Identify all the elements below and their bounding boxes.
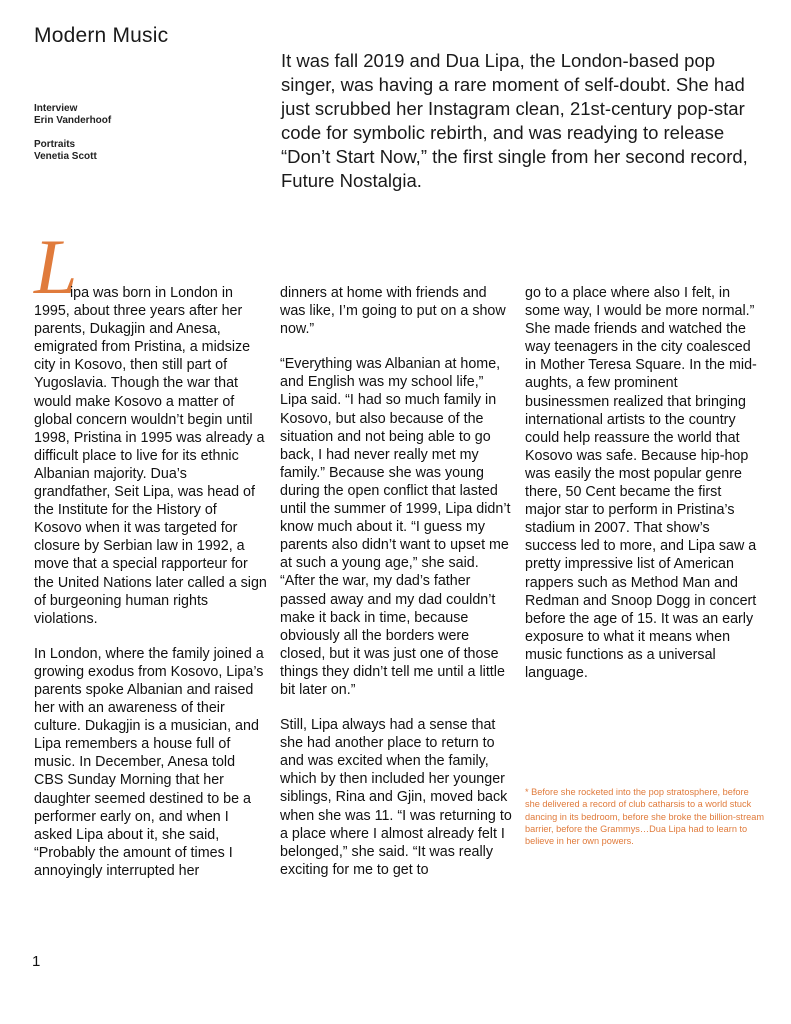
article-paragraph: dinners at home with friends and was like, I’m going to put on a show now.” [280, 285, 506, 338]
pull-quote-footnote: * Before she rocketed into the pop stratosphere, before she delivered a record of club catharsis to a world stuck dancing in its bedroom, before she broke the billion-stream barrier, before the Grammys…Dua Lipa had to learn to believe in her own powers. [525, 787, 765, 847]
credit-portraits-name: Venetia Scott [34, 151, 97, 162]
article-column-1 [34, 284, 267, 897]
lede-paragraph: It was fall 2019 and Dua Lipa, the London-based pop singer, was having a rare moment of self-doubt. She had just scrubbed her Instagram clean, 21st-century pop-star code for symbolic rebirth, and was readying to release “Don’t Start Now,” the first single from her second record, Future Nostalgia. [281, 50, 748, 191]
article-column-3 [525, 284, 758, 699]
article-paragraph-text: ipa was born in London in 1995, about three years after her parents, Dukagjin and Anesa, emigrated from Pristina, a midsize city in Kosovo, then still part of Yugoslavia. Though the war that would make Kosovo a matter of global concern wouldn’t begin until 1998, Pristina in 1995 was already a difficult place to live for its ethnic Albanian majority. Dua’s grandfather, Seit Lipa, was head of the Institute for the History of Kosovo when it was targeted for closure by Serbian law in 1992, a move that a special rapporteur for the United Nations later called a sign of burgeoning human rights violations. [34, 285, 267, 627]
credit-interview [34, 103, 111, 127]
article-paragraph: “Everything was Albanian at home, and English was my school life,” Lipa said. “I had so much family in Kosovo, but also because of the situation and not being able to go back, I had never really met my family.” Because she was young during the open conflict that lasted until the summer of 1999, Lipa didn’t know much about it. “I guess my parents also didn’t want to upset me at such a young age,” she said. “After the war, my dad’s father passed away and my dad couldn’t make it back in time, because obviously all the borders were closed, but it was just one of those things they didn’t tell me until a little bit later on.” [280, 356, 511, 698]
article-paragraph: go to a place where also I felt, in some way, I would be more normal.” She made friends and watched the way teenagers in the city coalesced in Mother Teresa Square. In the mid-aughts, a few prominent businessmen realized that bringing international artists to the country could help reassure the world that Kosovo was safe. Because hip-hop was easily the most popular genre there, 50 Cent became the first major star to perform in Pristina’s stadium in 2007. That show’s success led to more, and Lipa saw a pretty impressive list of American rappers such as Method Man and Redman and Snoop Dogg in concert before the age of 15. It was an early exposure to what it means when music functions as a universal language. [525, 285, 757, 681]
page-number: 1 [32, 953, 41, 970]
credit-interview-name: Erin Vanderhoof [34, 115, 112, 126]
section-title: Modern Music [34, 24, 169, 47]
credits [34, 103, 111, 175]
article-paragraph [34, 284, 267, 628]
drop-cap: L [34, 223, 78, 310]
credit-portraits [34, 139, 111, 163]
article-paragraph: In London, where the family joined a growing exodus from Kosovo, Lipa’s parents spoke Albanian and raised her with an awareness of their culture. Dukagjin is a musician, and Lipa remembers a house full of music. In December, Anesa told CBS Sunday Morning that her daughter seemed destined to be a performer early on, and when I asked Lipa about it, she said, “Probably the amount of times I annoyingly interrupted her [34, 645, 264, 879]
article-column-2 [280, 284, 513, 896]
article-paragraph: Still, Lipa always had a sense that she had another place to return to and was excited when the family, which by then included her younger siblings, Rina and Gjin, moved back when she was 11. “I was returning to a place where I almost already felt I belonged,” she said. “It was really exciting for me to get to [280, 717, 512, 878]
credit-portraits-label: Portraits [34, 139, 76, 150]
credit-interview-label: Interview [34, 103, 78, 114]
